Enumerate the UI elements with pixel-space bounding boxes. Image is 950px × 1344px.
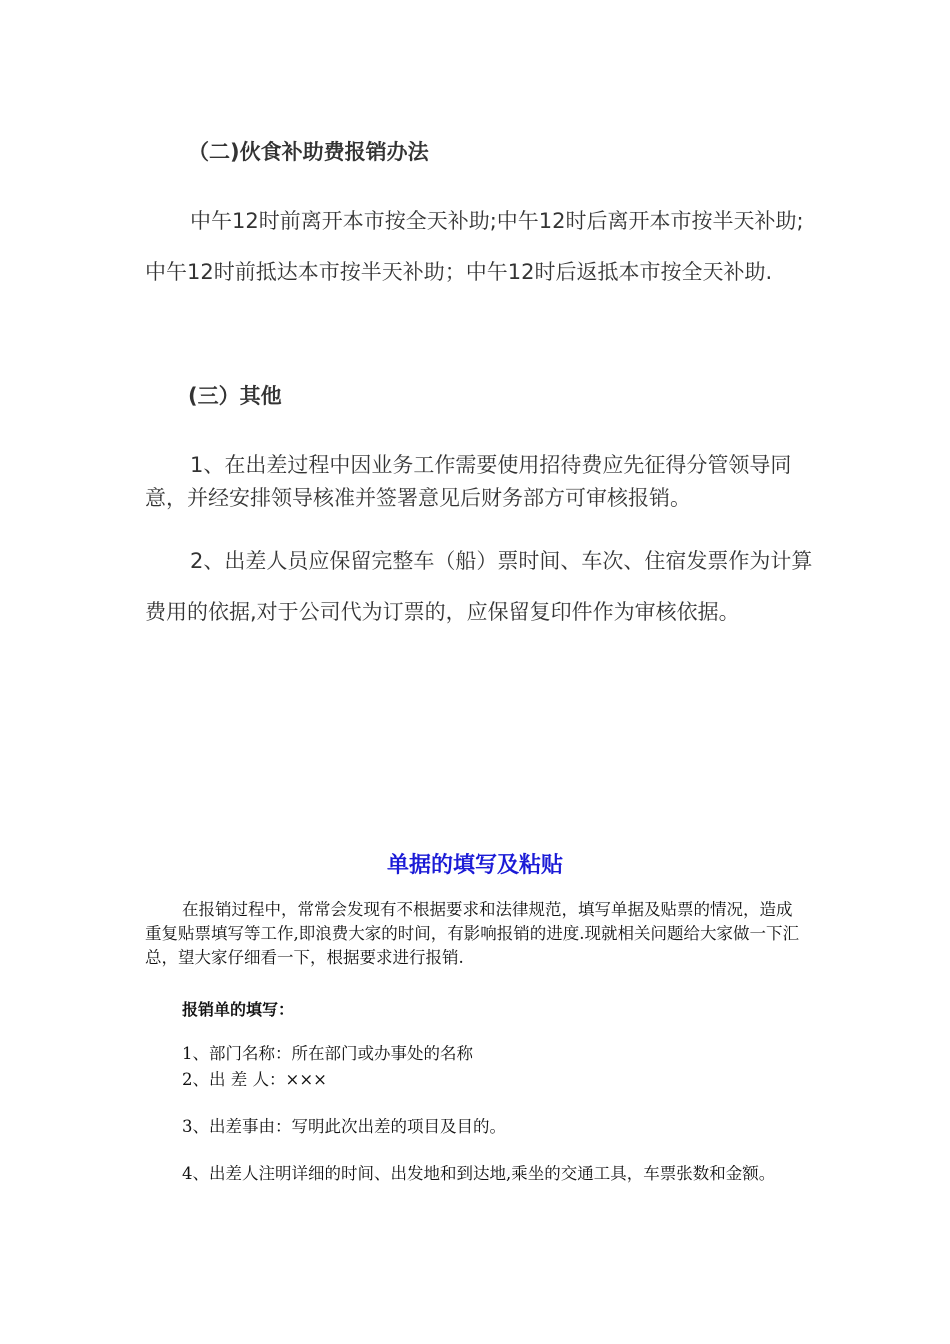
- other-item-1: 1、在出差过程中因业务工作需要使用招待费应先征得分管领导同意，并经安排领导核准并签署意见后财务部方可审核报销。: [145, 453, 792, 510]
- expense-form-subheading: 报销单的填写：: [182, 1000, 295, 1019]
- page-title: 单据的填写及粘贴: [386, 853, 563, 878]
- other-item-2: 2、出差人员应保留完整车（船）票时间、车次、住宿发票作为计算费用的依据,对于公司代为订票的，应保留复印件作为审核依据。: [145, 549, 813, 624]
- form-item-1: 1、部门名称：所在部门或办事处的名称: [182, 1044, 473, 1063]
- form-item-2: 2、出 差 人：×××: [182, 1070, 327, 1089]
- filling-intro-paragraph: 在报销过程中，常常会发现有不根据要求和法律规范，填写单据及贴票的情况，造成重复贴票填写等工作,即浪费大家的时间，有影响报销的进度.现就相关问题给大家做一下汇总，望大家仔细看一下，根据要求进行报销.: [145, 900, 799, 967]
- meal-subsidy-paragraph: 中午12时前离开本市按全天补助;中午12时后离开本市按半天补助;中午12时前抵达本市按半天补助；中午12时后返抵本市按全天补助.: [145, 209, 804, 284]
- form-item-3: 3、出差事由：写明此次出差的项目及目的。: [182, 1117, 506, 1136]
- section-heading-other: (三）其他: [188, 384, 282, 408]
- section-heading-meal-subsidy: （二)伙食补助费报销办法: [188, 140, 429, 164]
- form-item-4: 4、出差人注明详细的时间、出发地和到达地,乘坐的交通工具，车票张数和金额。: [182, 1164, 776, 1183]
